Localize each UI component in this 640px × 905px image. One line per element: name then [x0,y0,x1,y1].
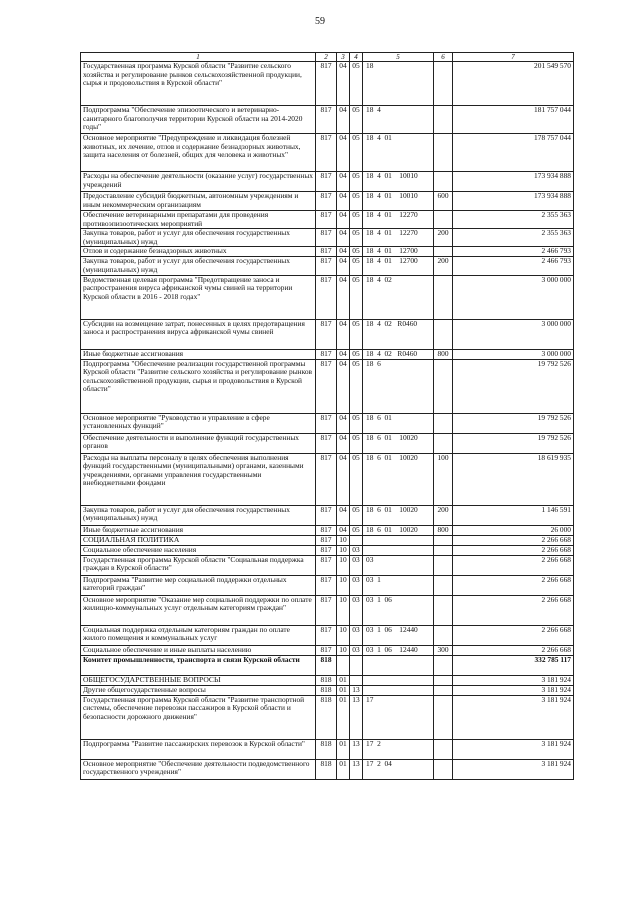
row-name-cell: Государственная программа Курской области "Развитие транспортной системы, обеспечение перевозки пассажиров в Курской области и безопасности дорожного движения" [81,695,316,739]
row-expense-type-cell [434,675,453,685]
row-name-cell: Социальное обеспечение населения [81,545,316,555]
row-code-cell: 817 [316,229,337,247]
row-expense-type-cell [434,545,453,555]
row-expense-type-cell [434,319,453,349]
row-section-cell: 04 [337,505,350,525]
row-code-cell: 817 [316,172,337,192]
table-row [81,106,574,134]
row-expense-type-cell [434,739,453,759]
row-target-article-cell: 03 1 06 12440 [363,645,434,655]
row-target-article-cell [363,685,434,695]
table-row [81,595,574,625]
row-expense-type-cell [434,172,453,192]
row-code-cell: 817 [316,505,337,525]
table-row [81,545,574,555]
row-section-cell: 04 [337,319,350,349]
table-row [81,453,574,505]
header-cell: 4 [350,53,363,62]
row-name-cell: Основное мероприятие "Предупреждение и ликвидация болезней животных, их лечение, отлов и содержание безнадзорных животных, защита населения от болезней, общих для человека и животных" [81,134,316,172]
row-code-cell: 818 [316,695,337,739]
row-subsection-cell: 05 [350,349,363,359]
row-target-article-cell: 18 4 [363,106,434,134]
row-target-article-cell: 03 1 [363,575,434,595]
row-section-cell: 10 [337,595,350,625]
row-code-cell: 818 [316,685,337,695]
row-name-cell: Закупка товаров, работ и услуг для обеспечения государственных (муниципальных) нужд [81,257,316,275]
row-subsection-cell [350,675,363,685]
row-expense-type-cell [434,759,453,779]
table-row [81,275,574,319]
row-expense-type-cell [434,413,453,433]
row-subsection-cell: 03 [350,555,363,575]
row-subsection-cell: 05 [350,505,363,525]
table-row [81,349,574,359]
row-subsection-cell [350,655,363,675]
row-name-cell: Основное мероприятие "Оказание мер социальной поддержки по оплате жилищно-коммунальных услуг отдельным категориям граждан" [81,595,316,625]
table-row [81,172,574,192]
row-subsection-cell: 05 [350,433,363,453]
row-subsection-cell: 13 [350,685,363,695]
row-code-cell: 818 [316,675,337,685]
row-amount-cell: 332 785 117 [453,655,574,675]
row-name-cell: Подпрограмма "Развитие мер социальной поддержки отдельных категорий граждан" [81,575,316,595]
row-code-cell: 817 [316,359,337,413]
header-cell: 7 [453,53,574,62]
row-expense-type-cell [434,555,453,575]
row-section-cell: 04 [337,453,350,505]
header-cell: 1 [81,53,316,62]
row-amount-cell: 19 792 526 [453,413,574,433]
row-code-cell: 817 [316,319,337,349]
row-code-cell: 817 [316,525,337,535]
row-section-cell: 10 [337,555,350,575]
row-amount-cell: 3 181 924 [453,759,574,779]
table-row [81,655,574,675]
row-expense-type-cell [434,211,453,229]
row-section-cell: 04 [337,106,350,134]
row-target-article-cell: 03 1 06 12440 [363,625,434,645]
row-code-cell: 817 [316,134,337,172]
row-name-cell: Комитет промышленности, транспорта и связи Курской области [81,655,316,675]
row-amount-cell: 2 355 363 [453,211,574,229]
row-code-cell: 818 [316,739,337,759]
row-name-cell: Закупка товаров, работ и услуг для обеспечения государственных (муниципальных) нужд [81,505,316,525]
header-cell: 3 [337,53,350,62]
row-target-article-cell: 18 6 01 [363,413,434,433]
row-expense-type-cell [434,575,453,595]
row-code-cell: 817 [316,545,337,555]
row-target-article-cell: 18 4 01 12700 [363,257,434,275]
row-subsection-cell [350,535,363,545]
row-subsection-cell: 05 [350,134,363,172]
table-row [81,685,574,695]
row-amount-cell: 181 757 044 [453,106,574,134]
row-expense-type-cell [434,134,453,172]
row-target-article-cell: 18 4 01 12270 [363,211,434,229]
row-target-article-cell: 18 6 01 10020 [363,453,434,505]
row-expense-type-cell: 300 [434,645,453,655]
row-amount-cell: 2 266 668 [453,625,574,645]
row-amount-cell: 2 266 668 [453,555,574,575]
row-expense-type-cell [434,625,453,645]
table-row [81,555,574,575]
row-target-article-cell: 03 1 06 [363,595,434,625]
row-subsection-cell: 05 [350,359,363,413]
table-row [81,525,574,535]
row-section-cell: 04 [337,275,350,319]
row-code-cell: 817 [316,211,337,229]
row-target-article-cell: 18 4 01 10010 [363,192,434,211]
table-row [81,257,574,275]
row-target-article-cell [363,655,434,675]
row-name-cell: Предоставление субсидий бюджетным, автономным учреждениям и иным некоммерческим организациям [81,192,316,211]
row-name-cell: Государственная программа Курской области "Развитие сельского хозяйства и регулирование рынков сельскохозяйственной продукции, сырья и продовольствия в Курской области" [81,62,316,106]
row-subsection-cell: 05 [350,257,363,275]
row-expense-type-cell: 800 [434,349,453,359]
row-subsection-cell: 05 [350,62,363,106]
row-name-cell: Иные бюджетные ассигнования [81,349,316,359]
row-target-article-cell: 17 2 [363,739,434,759]
row-target-article-cell: 18 6 01 10020 [363,433,434,453]
row-target-article-cell [363,545,434,555]
row-amount-cell: 3 000 000 [453,349,574,359]
row-name-cell: Социальное обеспечение и иные выплаты населению [81,645,316,655]
row-code-cell: 817 [316,62,337,106]
row-subsection-cell: 03 [350,545,363,555]
row-expense-type-cell [434,359,453,413]
row-target-article-cell: 18 6 01 10020 [363,525,434,535]
row-code-cell: 817 [316,535,337,545]
row-section-cell: 04 [337,134,350,172]
row-expense-type-cell [434,535,453,545]
table-row [81,134,574,172]
row-target-article-cell: 17 2 04 [363,759,434,779]
row-name-cell: СОЦИАЛЬНАЯ ПОЛИТИКА [81,535,316,545]
row-expense-type-cell [434,433,453,453]
row-expense-type-cell: 100 [434,453,453,505]
row-section-cell: 10 [337,645,350,655]
table-row [81,192,574,211]
table-row [81,695,574,739]
row-section-cell: 04 [337,247,350,257]
row-code-cell: 817 [316,453,337,505]
row-name-cell: Расходы на обеспечение деятельности (оказание услуг) государственных учреждений [81,172,316,192]
row-expense-type-cell: 800 [434,525,453,535]
row-name-cell: Расходы на выплаты персоналу в целях обеспечения выполнения функций государственными (муниципальными) органами, казенными учреждениями, органами управления государственными внебюджетными фондами [81,453,316,505]
row-expense-type-cell: 200 [434,257,453,275]
row-section-cell: 01 [337,685,350,695]
row-section-cell: 04 [337,257,350,275]
row-section-cell: 01 [337,695,350,739]
row-target-article-cell: 18 4 01 12700 [363,247,434,257]
row-name-cell: Ведомственная целевая программа "Предотвращение заноса и распространения вируса африканской чумы свиней на территории Курской области в 2016 - 2018 годах" [81,275,316,319]
table-row [81,535,574,545]
row-name-cell: Иные бюджетные ассигнования [81,525,316,535]
table-row [81,433,574,453]
row-name-cell: Отлов и содержание безнадзорных животных [81,247,316,257]
row-target-article-cell: 18 4 01 12270 [363,229,434,247]
row-section-cell: 04 [337,211,350,229]
table-row [81,505,574,525]
row-target-article-cell [363,675,434,685]
table-row [81,575,574,595]
row-amount-cell: 3 181 924 [453,695,574,739]
row-amount-cell: 173 934 888 [453,192,574,211]
row-expense-type-cell [434,595,453,625]
row-target-article-cell: 18 4 01 [363,134,434,172]
row-subsection-cell: 05 [350,275,363,319]
row-code-cell: 818 [316,655,337,675]
row-code-cell: 817 [316,257,337,275]
table-row [81,359,574,413]
row-target-article-cell: 18 4 01 10010 [363,172,434,192]
row-subsection-cell: 05 [350,229,363,247]
row-section-cell: 10 [337,535,350,545]
row-code-cell: 817 [316,247,337,257]
row-amount-cell: 1 146 591 [453,505,574,525]
row-subsection-cell: 03 [350,595,363,625]
row-code-cell: 817 [316,349,337,359]
row-subsection-cell: 13 [350,759,363,779]
table-row [81,62,574,106]
row-name-cell: Подпрограмма "Обеспечение эпизоотического и ветеринарно-санитарного благополучия территории Курской области на 2014-2020 годы" [81,106,316,134]
row-section-cell: 04 [337,413,350,433]
row-subsection-cell: 13 [350,739,363,759]
row-code-cell: 817 [316,625,337,645]
row-name-cell: Государственная программа Курской области "Социальная поддержка граждан в Курской области" [81,555,316,575]
row-target-article-cell: 18 6 [363,359,434,413]
table-row [81,247,574,257]
row-subsection-cell: 05 [350,247,363,257]
row-expense-type-cell [434,106,453,134]
row-expense-type-cell [434,655,453,675]
row-amount-cell: 2 266 668 [453,645,574,655]
row-code-cell: 817 [316,575,337,595]
row-amount-cell: 3 181 924 [453,685,574,695]
row-section-cell: 10 [337,625,350,645]
row-name-cell: Подпрограмма "Развитие пассажирских перевозок в Курской области" [81,739,316,759]
table-row [81,645,574,655]
row-code-cell: 817 [316,106,337,134]
table-row [81,413,574,433]
table-row [81,675,574,685]
row-expense-type-cell [434,247,453,257]
row-target-article-cell: 18 4 02 R0460 [363,349,434,359]
row-expense-type-cell [434,695,453,739]
row-section-cell: 04 [337,433,350,453]
row-amount-cell: 3 181 924 [453,675,574,685]
row-subsection-cell: 03 [350,575,363,595]
row-expense-type-cell: 200 [434,229,453,247]
row-amount-cell: 201 549 570 [453,62,574,106]
row-subsection-cell: 05 [350,453,363,505]
table-row [81,211,574,229]
row-name-cell: Обеспечение ветеринарными препаратами для проведения противоэпизоотических мероприятий [81,211,316,229]
row-name-cell: Обеспечение деятельности и выполнение функций государственных органов [81,433,316,453]
row-target-article-cell: 18 4 02 [363,275,434,319]
row-section-cell: 04 [337,349,350,359]
row-subsection-cell: 05 [350,106,363,134]
row-subsection-cell: 05 [350,525,363,535]
row-amount-cell: 178 757 044 [453,134,574,172]
row-subsection-cell: 05 [350,319,363,349]
row-name-cell: Закупка товаров, работ и услуг для обеспечения государственных (муниципальных) нужд [81,229,316,247]
row-name-cell: Подпрограмма "Обеспечение реализации государственной программы Курской области "Развитие сельского хозяйства и регулирование рынков сельскохозяйственной продукции, сырья и продовольствия в Курской области" [81,359,316,413]
row-subsection-cell: 13 [350,695,363,739]
row-section-cell: 04 [337,359,350,413]
row-subsection-cell: 03 [350,645,363,655]
row-section-cell: 10 [337,575,350,595]
row-name-cell: Субсидии на возмещение затрат, понесенных в целях предотвращения заноса и распространения вируса африканской чумы свиней [81,319,316,349]
row-amount-cell: 173 934 888 [453,172,574,192]
row-expense-type-cell: 600 [434,192,453,211]
table-row [81,625,574,645]
row-section-cell: 01 [337,675,350,685]
row-code-cell: 817 [316,433,337,453]
row-section-cell: 04 [337,172,350,192]
row-subsection-cell: 03 [350,625,363,645]
row-amount-cell: 3 181 924 [453,739,574,759]
row-code-cell: 817 [316,192,337,211]
row-code-cell: 817 [316,413,337,433]
budget-table [80,52,574,780]
row-amount-cell: 2 466 793 [453,257,574,275]
row-expense-type-cell [434,685,453,695]
row-target-article-cell: 03 [363,555,434,575]
row-subsection-cell: 05 [350,172,363,192]
row-section-cell: 04 [337,192,350,211]
row-section-cell: 04 [337,525,350,535]
row-name-cell: Другие общегосударственные вопросы [81,685,316,695]
row-name-cell: ОБЩЕГОСУДАРСТВЕННЫЕ ВОПРОСЫ [81,675,316,685]
row-code-cell: 817 [316,595,337,625]
row-section-cell: 04 [337,62,350,106]
row-section-cell: 04 [337,229,350,247]
row-code-cell: 817 [316,555,337,575]
row-amount-cell: 26 000 [453,525,574,535]
row-expense-type-cell: 200 [434,505,453,525]
row-target-article-cell: 18 4 02 R0460 [363,319,434,349]
row-amount-cell: 2 355 363 [453,229,574,247]
row-amount-cell: 2 266 668 [453,595,574,625]
row-amount-cell: 19 792 526 [453,433,574,453]
table-row [81,739,574,759]
table-header-row [81,53,574,62]
row-target-article-cell: 18 6 01 10020 [363,505,434,525]
row-code-cell: 817 [316,645,337,655]
page-number: 59 [315,16,325,27]
row-amount-cell: 3 000 000 [453,275,574,319]
header-cell: 5 [363,53,434,62]
row-section-cell [337,655,350,675]
row-amount-cell: 3 000 000 [453,319,574,349]
row-amount-cell: 18 619 935 [453,453,574,505]
row-subsection-cell: 05 [350,211,363,229]
row-expense-type-cell [434,275,453,319]
row-expense-type-cell [434,62,453,106]
row-code-cell: 817 [316,275,337,319]
row-subsection-cell: 05 [350,192,363,211]
row-section-cell: 01 [337,759,350,779]
row-name-cell: Социальная поддержка отдельным категориям граждан по оплате жилого помещения и коммунальных услуг [81,625,316,645]
row-name-cell: Основное мероприятие "Руководство и управление в сфере установленных функций" [81,413,316,433]
row-target-article-cell: 18 [363,62,434,106]
row-amount-cell: 2 466 793 [453,247,574,257]
row-amount-cell: 2 266 668 [453,575,574,595]
row-section-cell: 10 [337,545,350,555]
table-row [81,319,574,349]
header-cell: 2 [316,53,337,62]
row-target-article-cell [363,535,434,545]
table-row [81,759,574,779]
row-amount-cell: 2 266 668 [453,545,574,555]
row-amount-cell: 2 266 668 [453,535,574,545]
row-name-cell: Основное мероприятие "Обеспечение деятельности подведомственного государственного учреждения" [81,759,316,779]
row-target-article-cell: 17 [363,695,434,739]
row-amount-cell: 19 792 526 [453,359,574,413]
header-cell: 6 [434,53,453,62]
row-code-cell: 818 [316,759,337,779]
table-row [81,229,574,247]
row-subsection-cell: 05 [350,413,363,433]
row-section-cell: 01 [337,739,350,759]
